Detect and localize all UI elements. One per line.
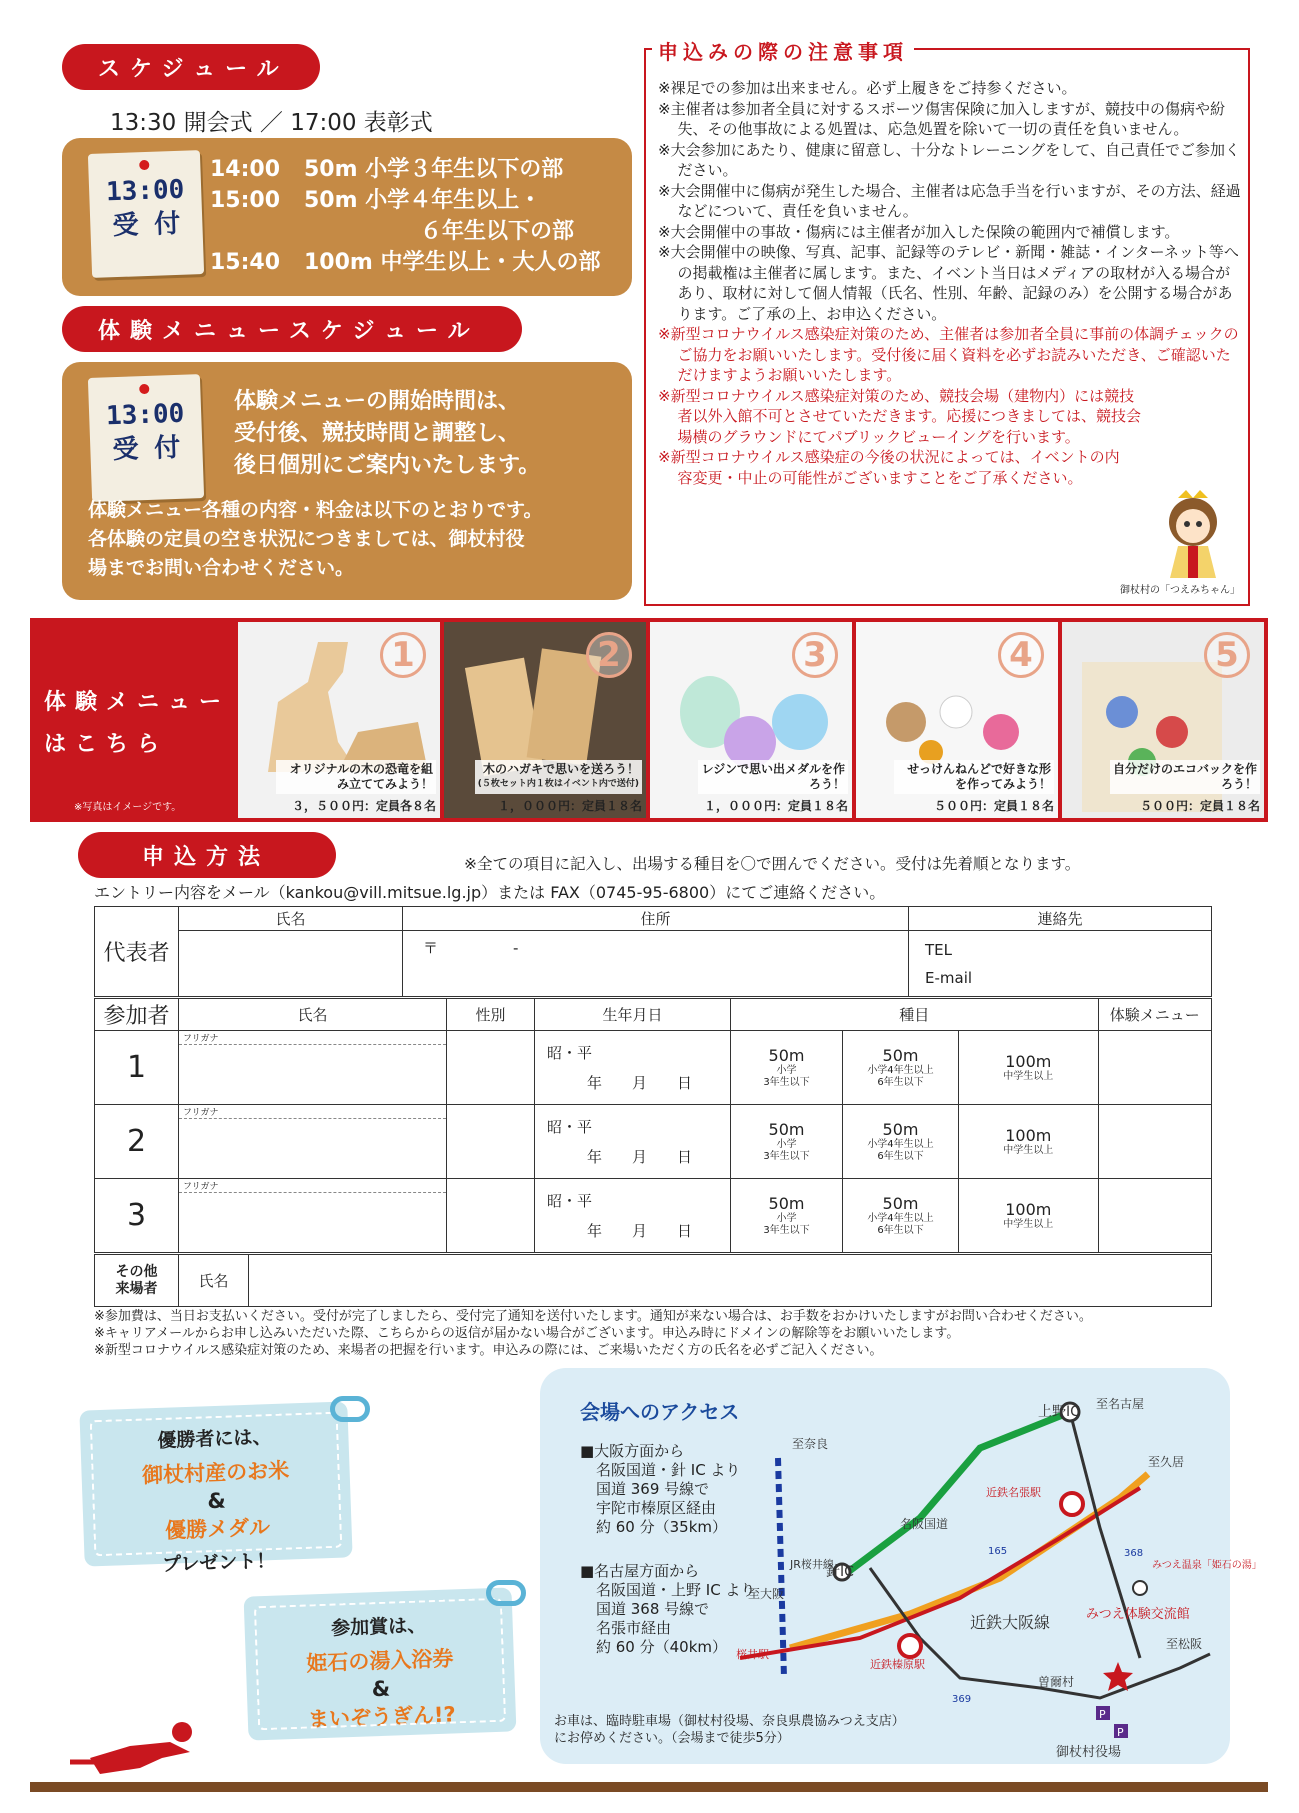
event-50m-upper[interactable]: 50m 小学4年生以上 6年生以下 (843, 1031, 959, 1105)
notice-item: ※主催者は参加者全員に対するスポーツ傷害保険に加入しますが、競技中の傷病や紛失、その他事故による処置は、応急処置を除いて一切の責任を負いません。 (658, 99, 1225, 138)
ceremony-times: 13:30 開会式 ／ 17:00 表彰式 (110, 110, 433, 136)
menu-field[interactable] (1098, 1105, 1211, 1179)
rep-name-header: 氏名 (179, 907, 403, 931)
route-map (540, 1368, 1262, 1764)
svg-text:P: P (1099, 1708, 1106, 1721)
menu-caption: 木のハガキで思いを送ろう！ (５枚セット内１枚はイベント内で送付) (475, 760, 642, 794)
notice-item: ※大会参加にあたり、健康に留意し、十分なトレーニングをして、自己責任でご参加ください。 (658, 140, 1240, 179)
menu-card-4[interactable] (856, 622, 1058, 818)
event-50m-upper[interactable]: 50m 小学4年生以上 6年生以下 (843, 1179, 959, 1253)
svg-text:165: 165 (988, 1546, 1008, 1557)
birth-field[interactable]: 昭・平 年 月 日 (535, 1105, 731, 1179)
notice-item: ※裸足での参加は出来ません。必ず上履きをご持参ください。 (658, 79, 1077, 97)
svg-text:みつえ温泉「姫石の湯」: みつえ温泉「姫石の湯」 (1152, 1560, 1262, 1571)
schedule-list: 14:00 50m 小学３年生以下の部 15:00 50m 小学４年生以上・ ６年生以下の部 15:40 100m 中学生以上・大人の部 (210, 157, 601, 275)
other-visitors-form (94, 1254, 1212, 1307)
row-number: 3 (95, 1179, 179, 1253)
menu-card-3[interactable] (650, 622, 852, 818)
menu-price: ５００円：定員１８名 (1139, 799, 1260, 813)
notice-item: ※大会開催中の事故・傷病には主催者が加入した保険の範囲内で補償します。 (658, 222, 1180, 241)
event-50m-lower[interactable]: 50m 小学 3年生以下 (731, 1105, 843, 1179)
runner-icon (70, 1718, 220, 1778)
menu-price: ５００円：定員１８名 (933, 799, 1054, 813)
winner-prize-card: 優勝者には、 御杖村産のお米 & 優勝メダル プレゼント！ (79, 1401, 352, 1566)
menu-number: 2 (586, 632, 632, 678)
menu-card-2[interactable] (444, 622, 646, 818)
menu-field[interactable] (1098, 1031, 1211, 1105)
svg-text:至名古屋: 至名古屋 (1096, 1397, 1145, 1411)
nabari-station-marker (1061, 1493, 1083, 1515)
event-50m-lower[interactable]: 50m 小学 3年生以下 (731, 1179, 843, 1253)
other-name-field[interactable] (249, 1255, 1212, 1307)
prize-ribbon-icon (486, 1580, 526, 1606)
sex-field[interactable] (447, 1179, 535, 1253)
row-number: 2 (95, 1105, 179, 1179)
mascot-caption: 御杖村の「つえみちゃん」 (1120, 585, 1240, 596)
part-menu-header: 体験メニュー (1098, 999, 1211, 1031)
menu-number: 1 (380, 632, 426, 678)
name-field[interactable]: フリガナ (179, 1179, 447, 1253)
svg-text:369: 369 (952, 1694, 972, 1705)
svg-text:上野IC: 上野IC (1038, 1404, 1080, 1420)
menu-card-1[interactable] (238, 622, 440, 818)
name-field[interactable]: フリガナ (179, 1031, 447, 1105)
bottom-rule (30, 1782, 1268, 1792)
rep-addr-header: 住所 (403, 907, 909, 931)
notice-item: ※大会開催中の映像、写真、記事、記録等のテレビ・新聞・雑誌・インターネット等への掲載権は主催者に属します。また、イベント当日はメディアの取材が入る場合があり、取材に対して個人情報（氏名、性別、年齢、記録のみ）を公開する場合があります。ご了承の上、お申込ください。 (658, 243, 1239, 323)
menu-card-5[interactable] (1062, 622, 1264, 818)
svg-text:P: P (1117, 1726, 1124, 1739)
mascot-image (1148, 488, 1238, 580)
notice-item: ※大会開催中に傷病が発生した場合、主催者は応急手当を行いますが、その方法、経過などについて、責任を負いません。 (658, 181, 1241, 220)
rep-name-field[interactable] (179, 931, 403, 997)
svg-text:近鉄榛原駅: 近鉄榛原駅 (870, 1658, 925, 1671)
svg-text:曽爾村: 曽爾村 (1038, 1675, 1075, 1689)
menu-field[interactable] (1098, 1179, 1211, 1253)
menu-caption: レジンで思い出メダルを作ろう！ (698, 760, 848, 794)
part-label: 参加者 (95, 999, 179, 1031)
notice-item-covid: ※新型コロナウイルス感染症の今後の状況によっては、イベントの内容変更・中止の可能性がございますことをご了承ください。 (658, 448, 1120, 487)
rep-address-field[interactable]: 〒 - (403, 931, 909, 997)
svg-text:至奈良: 至奈良 (792, 1437, 829, 1451)
svg-text:御杖村役場: 御杖村役場 (1056, 1745, 1122, 1760)
haibara-station-marker (899, 1635, 921, 1657)
schedule-board (62, 138, 632, 296)
sex-field[interactable] (447, 1105, 535, 1179)
schedule-title: スケジュール (62, 44, 320, 90)
other-name-label: 氏名 (179, 1255, 249, 1307)
apply-title: 申込方法 (78, 832, 336, 878)
birth-field[interactable]: 昭・平 年 月 日 (535, 1179, 731, 1253)
reception-memo: 13:00 受 付 (88, 150, 204, 278)
svg-text:桜井駅: 桜井駅 (736, 1648, 769, 1661)
taiken-board (62, 362, 632, 600)
birth-field[interactable]: 昭・平 年 月 日 (535, 1031, 731, 1105)
taiken-info: 体験メニュー各種の内容・料金は以下のとおりです。 各体験の定員の空き状況につきましては、御杖村役 場までお問い合わせください。 (88, 499, 543, 579)
svg-text:近鉄名張駅: 近鉄名張駅 (986, 1486, 1041, 1499)
rep-contact-header: 連絡先 (909, 907, 1212, 931)
apply-note: ※全ての項目に記入し、出場する種目を〇で囲んでください。受付は先着順となります。 (464, 855, 1081, 873)
menu-number: 3 (792, 632, 838, 678)
route-osaka: ■大阪方面から 名阪国道・針 IC より 国道 369 号線で 宇陀市榛原区経由 約 60 分（35km） (580, 1442, 741, 1536)
other-label: その他来場者 (95, 1255, 179, 1307)
part-name-header: 氏名 (179, 999, 447, 1031)
taiken-schedule-title: 体験メニュースケジュール (62, 306, 522, 352)
svg-text:近鉄大阪線: 近鉄大阪線 (970, 1613, 1051, 1632)
event-50m-lower[interactable]: 50m 小学 3年生以下 (731, 1031, 843, 1105)
svg-text:至大阪: 至大阪 (748, 1587, 785, 1601)
menu-band (30, 618, 1268, 822)
event-100m[interactable]: 100m 中学生以上 (959, 1179, 1099, 1253)
notice-box (644, 40, 1250, 606)
notice-title: 申込みの際の注意事項 (652, 36, 914, 65)
notice-list (658, 78, 1244, 488)
taiken-lines: 体験メニューの開始時間は、 受付後、競技時間と調整し、 後日個別にご案内いたします。 (234, 389, 541, 478)
part-birth-header: 生年月日 (535, 999, 731, 1031)
notice-item-covid: ※新型コロナウイルス感染症対策のため、主催者は参加者全員に事前の体調チェックのご協力をお願いいたします。受付後に届く資料を必ずお読みいただき、ご確認いただけますようお願いいたします。 (658, 325, 1239, 384)
part-sex-header: 性別 (447, 999, 535, 1031)
route-nagoya: ■名古屋方面から 名阪国道・上野 IC より 国道 368 号線で 名張市経由 約 60 分（40km） (580, 1562, 756, 1656)
menu-price: １，０００円：定員１８名 (703, 799, 848, 813)
menu-photo-note: ※写真はイメージです。 (74, 802, 182, 813)
menu-number: 4 (998, 632, 1044, 678)
sex-field[interactable] (447, 1031, 535, 1105)
parking-note: お車は、臨時駐車場（御杖村役場、奈良県農協みつえ支店） にお停めください。（会場まで徒歩5分） (554, 1714, 905, 1746)
menu-price: １，０００円：定員１８名 (497, 799, 642, 813)
notice-item-covid: ※新型コロナウイルス感染症対策のため、競技会場（建物内）には競技者以外入館不可とさせていただきます。応援につきましては、競技会場横のグラウンドにてパブリックビューイングを行います。 (658, 386, 1142, 446)
menu-number: 5 (1204, 632, 1250, 678)
entry-form (94, 906, 1212, 997)
menu-price: ３，５００円：定員各８名 (291, 799, 436, 813)
svg-text:針IC: 針IC (826, 1564, 854, 1580)
rep-contact-field[interactable]: TEL E-mail (909, 931, 1212, 997)
participant-form (94, 998, 1212, 1253)
rep-label: 代表者 (95, 907, 179, 997)
row-number: 1 (95, 1031, 179, 1105)
svg-text:みつえ体験交流館: みつえ体験交流館 (1086, 1607, 1190, 1622)
access-title: 会場へのアクセス (580, 1400, 740, 1424)
reception-memo-2: 13:00 受 付 (88, 374, 204, 502)
svg-text:368: 368 (1124, 1548, 1144, 1559)
prize-ribbon-icon (330, 1396, 370, 1422)
apply-contact: エントリー内容をメール（kankou@vill.mitsue.lg.jp）または FAX（0745-95-6800）にてご連絡ください。 (94, 883, 886, 902)
menu-caption: オリジナルの木の恐竜を組み立ててみよう！ (276, 760, 436, 794)
name-field[interactable]: フリガナ (179, 1105, 447, 1179)
part-event-header: 種目 (731, 999, 1099, 1031)
event-50m-upper[interactable]: 50m 小学4年生以上 6年生以下 (843, 1105, 959, 1179)
event-100m[interactable]: 100m 中学生以上 (959, 1105, 1099, 1179)
event-100m[interactable]: 100m 中学生以上 (959, 1031, 1099, 1105)
menu-label: 体験メニュー はこちら (44, 690, 231, 757)
svg-text:名阪国道: 名阪国道 (900, 1517, 949, 1531)
svg-text:JR桜井線: JR桜井線 (790, 1558, 834, 1571)
footnotes: ※参加費は、当日お支払いください。受付が完了しましたら、受付完了通知を送付いたします。通知が来ない場合は、お手数をおかけいたしますがお問い合わせください。 ※キャリアメールからお申し込みいただいた際、こちらからの返信が届かない場合がございます。申込み時にドメインの解除等をお願いいたします。 ※新型コロナウイルス感染症対策のため、来場者の把握を行います。申込みの際には、ご来場いただく方の氏名を必ずご記入ください。 (94, 1309, 1092, 1358)
svg-text:至久居: 至久居 (1148, 1455, 1185, 1469)
menu-caption: 自分だけのエコバックを作ろう！ (1110, 760, 1260, 794)
access-map (540, 1368, 1262, 1764)
menu-caption: せっけんねんどで好きな形を作ってみよう！ (894, 760, 1054, 794)
svg-text:至松阪: 至松阪 (1166, 1637, 1203, 1651)
participation-prize-card: 参加賞は、 姫石の湯入浴券 & まいぞうぎん!? (244, 1587, 517, 1740)
